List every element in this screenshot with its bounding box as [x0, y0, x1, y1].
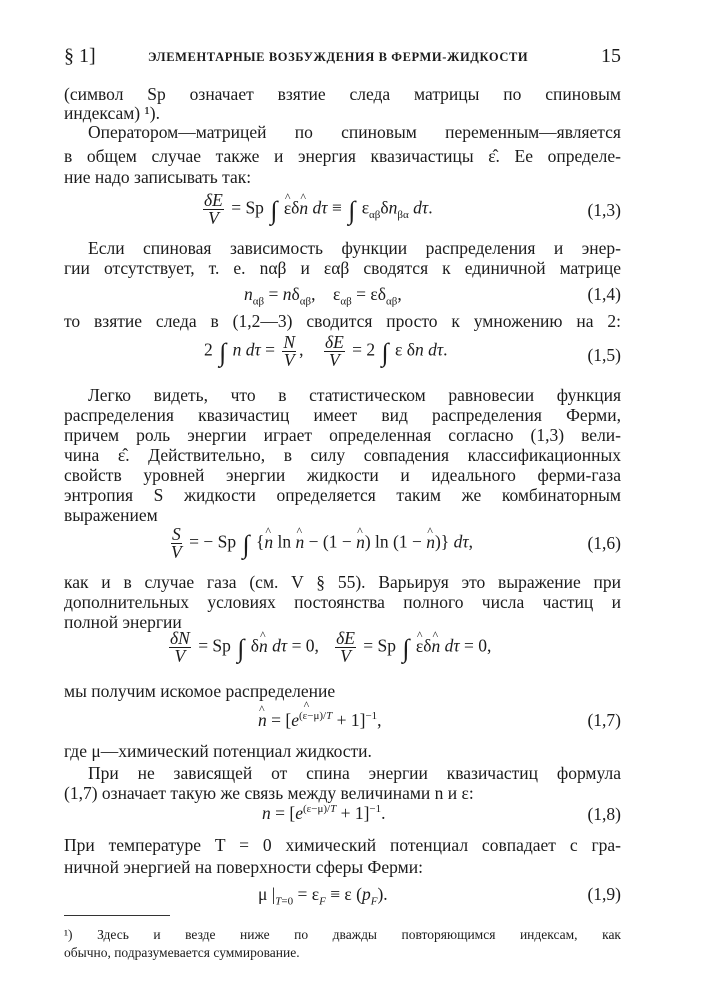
equation-1-6: $\frac{S}{V}$ = − Sp ∫ {n ^ ln n ^ − (1 − n ^) ln (1 − n ^)} dτ,	[168, 526, 473, 561]
text-line: Оператором—матрицей по спиновым переменным—является	[88, 122, 621, 142]
text-line: причем роль энергии играет определенная согласно (1,3) вели-	[64, 425, 621, 445]
footnote-line: обычно, подразумевается суммирование.	[64, 945, 300, 960]
text-line: энтропия S жидкости определяется таким же комбинаторным	[64, 485, 621, 505]
equation-1-9: μ $|_{T=0} = \varepsilon_F \equiv \varepsilon$ $(p_F)$.	[258, 884, 388, 908]
equation-number: (1,9)	[587, 884, 621, 904]
text-line: При температуре T = 0 химический потенциал совпадает с гра-	[64, 835, 621, 855]
text-line: Легко видеть, что в статистическом равновесии функция	[88, 385, 621, 405]
text-line: выражением	[64, 505, 158, 525]
equation-number: (1,4)	[587, 284, 621, 304]
equation-number: (1,3)	[587, 200, 621, 220]
equation-number: (1,6)	[587, 533, 621, 553]
equation-number: (1,5)	[587, 345, 621, 365]
text-line: как и в случае газа (см. V § 55). Варьируя это выражение при	[64, 572, 621, 592]
text-line: ние надо записывать так:	[64, 167, 252, 187]
text-line: полной энергии	[64, 612, 182, 632]
text-line: то взятие следа в (1,2—3) сводится просто к умножению на 2:	[64, 311, 621, 331]
text-line: дополнительных условиях постоянства полного числа частиц и	[64, 592, 621, 612]
page-number: 15	[601, 45, 621, 67]
equation-1-7: n ^ = $[e^{(\varepsilon-\mu)/T} + 1]^{-1}$,	[258, 708, 382, 732]
text-line: чина ε̂. Действительно, в силу совпадения классификационных	[64, 445, 621, 465]
footnote-rule	[64, 915, 170, 916]
footnote-line: ¹) Здесь и везде ниже по дважды повторяющимся индексам, как	[64, 927, 621, 942]
text-line: (символ Sp означает взятие следа матрицы по спиновым	[64, 84, 621, 104]
text-line: гии отсутствует, т. е. nαβ и εαβ сводятся к единичной матрице	[64, 258, 621, 278]
running-header	[64, 45, 621, 71]
equation-number: (1,8)	[587, 804, 621, 824]
equation-number: (1,7)	[587, 710, 621, 730]
text-line: ничной энергией на поверхности сферы Ферми:	[64, 857, 423, 877]
text-line: При не зависящей от спина энергии квазичастиц формула	[88, 763, 621, 783]
text-line: свойств уровней энергии жидкости и идеального ферми-газа	[64, 465, 621, 485]
equation-1-8: $n = [e^{(\varepsilon-\mu)/T} + 1]^{-1}$.	[262, 803, 386, 823]
text-line: мы получим искомое распределение	[64, 681, 336, 701]
text-line: распределения квазичастиц имеет вид распределения Ферми,	[64, 405, 621, 425]
equation-variation: $\frac{\delta N}{V}$ = Sp ∫ δn ^ dτ = 0, $\frac{\delta E}{V}$ = Sp ∫ ε ^δn ^ dτ = 0,	[166, 630, 491, 665]
text-line: где μ—химический потенциал жидкости.	[64, 741, 372, 761]
equation-1-3: $\frac{\delta E}{V}$ = Sp ∫ ε ^δn ^ dτ ≡ ∫ $\varepsilon_{\alpha\beta}\delta n_{\beta\alpha}$ dτ.	[200, 192, 433, 227]
equation-1-4: $n_{\alpha\beta} = n\delta_{\alpha\beta}$, $\varepsilon_{\alpha\beta} = \varepsilon\delta_{\alpha\beta}$,	[244, 284, 402, 308]
text-line: индексам) ¹).	[64, 103, 160, 123]
running-title: ЭЛЕМЕНТАРНЫЕ ВОЗБУЖДЕНИЯ В ФЕРМИ-ЖИДКОСТИ	[148, 50, 529, 64]
text-line: (1,7) означает такую же связь между величинами n и ε:	[64, 783, 474, 803]
equation-1-5: 2 ∫ n dτ = $\frac{N}{V}$ , $\frac{\delta E}{V}$ = 2 ∫ ε δn dτ.	[204, 332, 448, 370]
section-mark: § 1]	[64, 45, 96, 67]
text-line: в общем случае также и энергия квазичастицы ε̂. Ее определе-	[64, 146, 621, 166]
text-line: Если спиновая зависимость функции распределения и энер-	[88, 238, 621, 258]
